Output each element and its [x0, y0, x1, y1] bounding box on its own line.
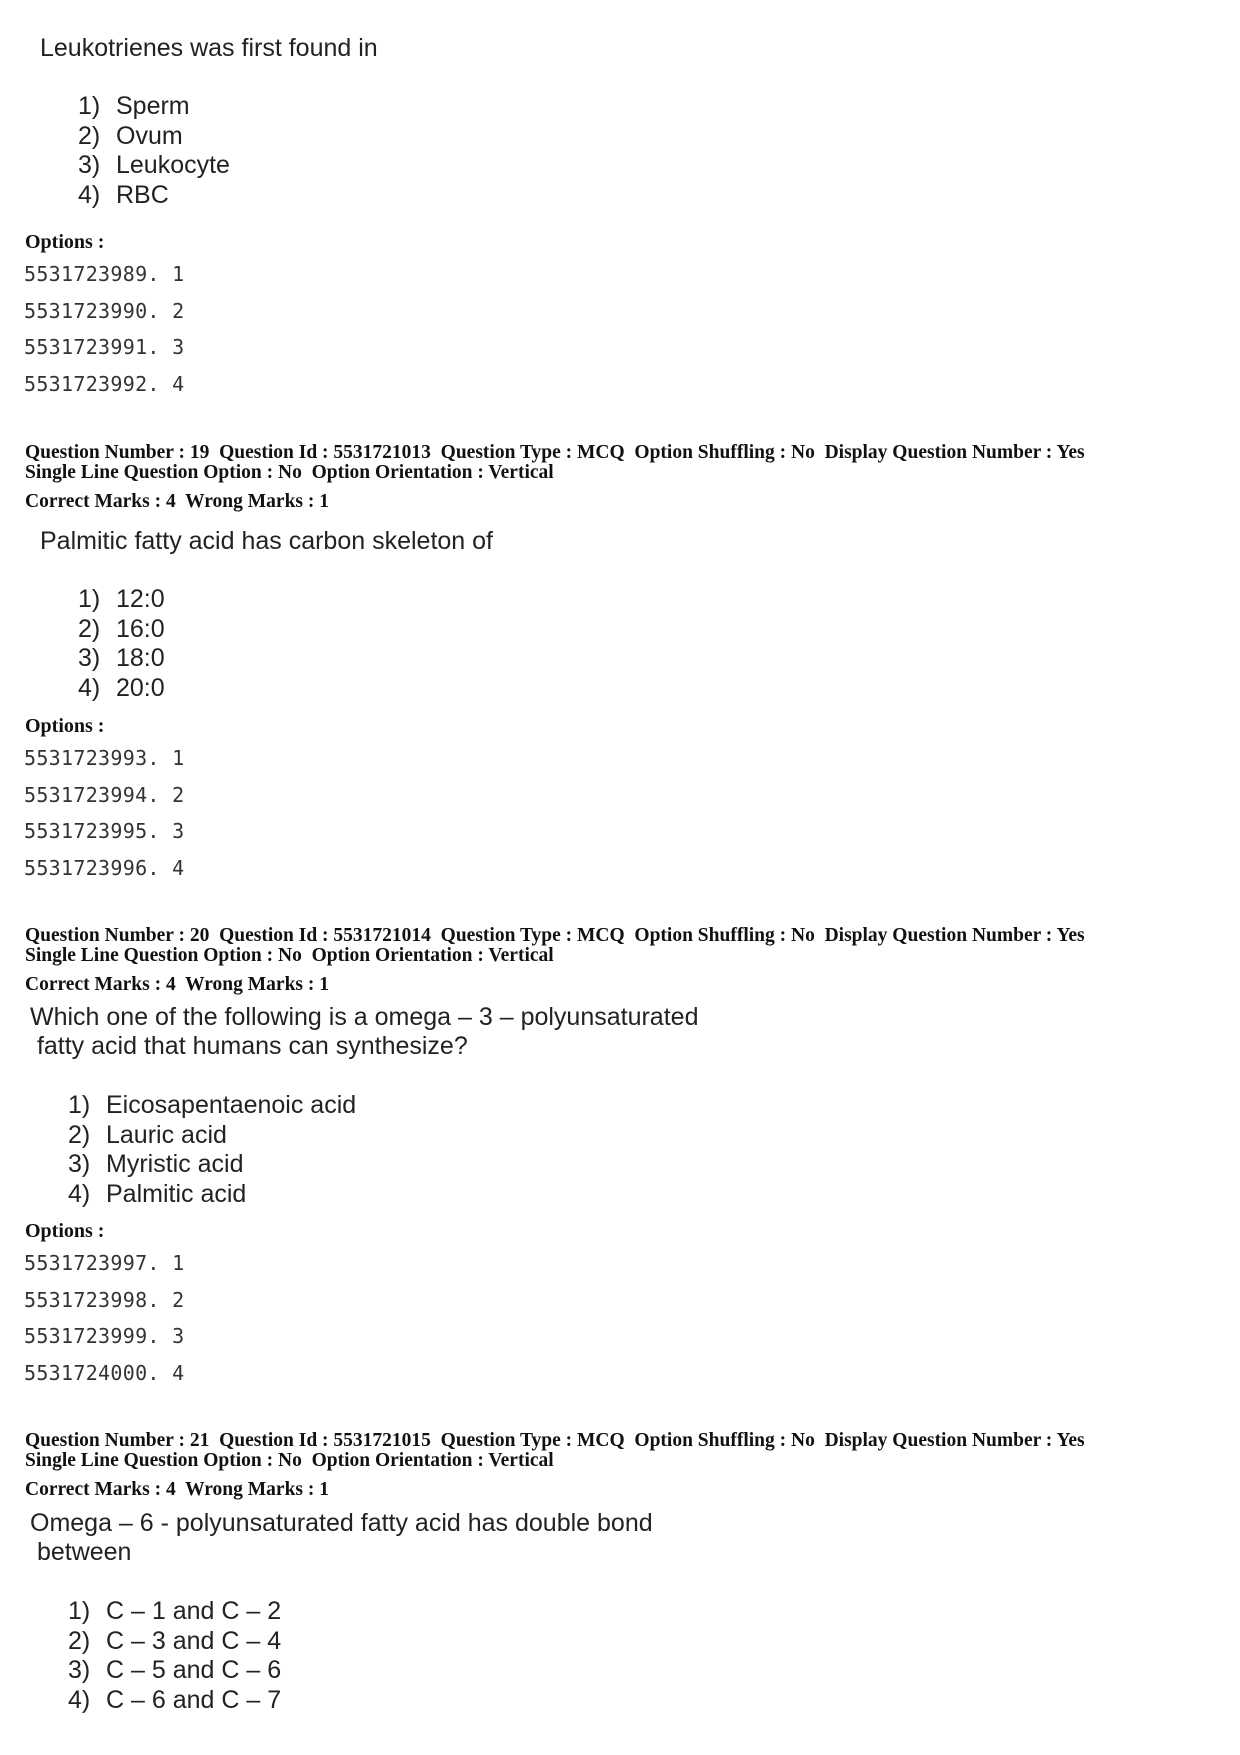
option-id-item: 5531723991. 3 [24, 335, 185, 360]
options-label: Options : [25, 715, 105, 737]
option-id-item: 5531723990. 2 [24, 298, 185, 323]
option-id-item: 5531724000. 4 [24, 1361, 185, 1386]
choice-item: 2) 16:0 [78, 614, 165, 643]
choice-item: 1) Sperm [78, 92, 190, 120]
question-text-line1: Omega – 6 - polyunsaturated fatty acid has double bond [30, 1509, 653, 1537]
choice-item: 2) C – 3 and C – 4 [68, 1626, 282, 1655]
option-id-item: 5531723994. 2 [24, 782, 185, 807]
choice-item: 2) Lauric acid [68, 1120, 227, 1149]
option-id-item: 5531723997. 1 [24, 1251, 185, 1275]
choice-item: 2) Ovum [78, 121, 183, 150]
option-id-item: 5531723993. 1 [24, 746, 185, 770]
options-label: Options : [25, 231, 105, 253]
choice-item: 4) C – 6 and C – 7 [68, 1685, 282, 1714]
choice-item: 1) Eicosapentaenoic acid [68, 1091, 357, 1119]
option-id-item: 5531723995. 3 [24, 819, 185, 844]
choice-list [68, 1597, 281, 1715]
question-meta-line2: Single Line Question Option : No Option Orientation : Vertical [25, 1450, 554, 1471]
choice-list [78, 585, 165, 703]
option-id-list [24, 740, 184, 887]
choice-item: 3) Leukocyte [78, 151, 230, 179]
option-id-list [24, 256, 184, 403]
marks-line: Correct Marks : 4 Wrong Marks : 1 [25, 974, 330, 995]
question-meta-line1: Question Number : 19 Question Id : 5531721013 Question Type : MCQ Option Shuffling : No Display Question Number : Yes [25, 442, 1085, 463]
question-meta-line2: Single Line Question Option : No Option Orientation : Vertical [25, 945, 554, 966]
choice-item: 1) C – 1 and C – 2 [68, 1597, 282, 1625]
choice-item: 4) 20:0 [78, 673, 165, 702]
options-label: Options : [25, 1220, 105, 1242]
option-id-item: 5531723989. 1 [24, 262, 185, 286]
question-meta-line1: Question Number : 20 Question Id : 5531721014 Question Type : MCQ Option Shuffling : No Display Question Number : Yes [25, 925, 1085, 946]
question-text-line2: fatty acid that humans can synthesize? [30, 1032, 468, 1060]
choice-item: 3) Myristic acid [68, 1150, 244, 1178]
choice-item: 4) Palmitic acid [68, 1179, 247, 1208]
question-text: Palmitic fatty acid has carbon skeleton of [40, 527, 494, 555]
marks-line: Correct Marks : 4 Wrong Marks : 1 [25, 1479, 330, 1500]
option-id-item: 5531723998. 2 [24, 1287, 185, 1312]
option-id-item: 5531723999. 3 [24, 1324, 185, 1349]
choice-item: 3) C – 5 and C – 6 [68, 1656, 282, 1684]
choice-list [78, 92, 230, 210]
choice-list [68, 1091, 356, 1209]
question-text-line1: Which one of the following is a omega – 3 – polyunsaturated [30, 1003, 699, 1031]
choice-item: 4) RBC [78, 180, 169, 209]
option-id-item: 5531723992. 4 [24, 372, 185, 397]
question-text-line2: between [30, 1538, 132, 1566]
choice-item: 3) 18:0 [78, 644, 165, 672]
marks-line: Correct Marks : 4 Wrong Marks : 1 [25, 491, 330, 512]
choice-item: 1) 12:0 [78, 585, 165, 613]
question-meta-line2: Single Line Question Option : No Option Orientation : Vertical [25, 462, 554, 483]
option-id-item: 5531723996. 4 [24, 856, 185, 881]
option-id-list [24, 1245, 184, 1392]
question-meta-line1: Question Number : 21 Question Id : 5531721015 Question Type : MCQ Option Shuffling : No Display Question Number : Yes [25, 1430, 1085, 1451]
question-text: Leukotrienes was first found in [40, 34, 378, 62]
